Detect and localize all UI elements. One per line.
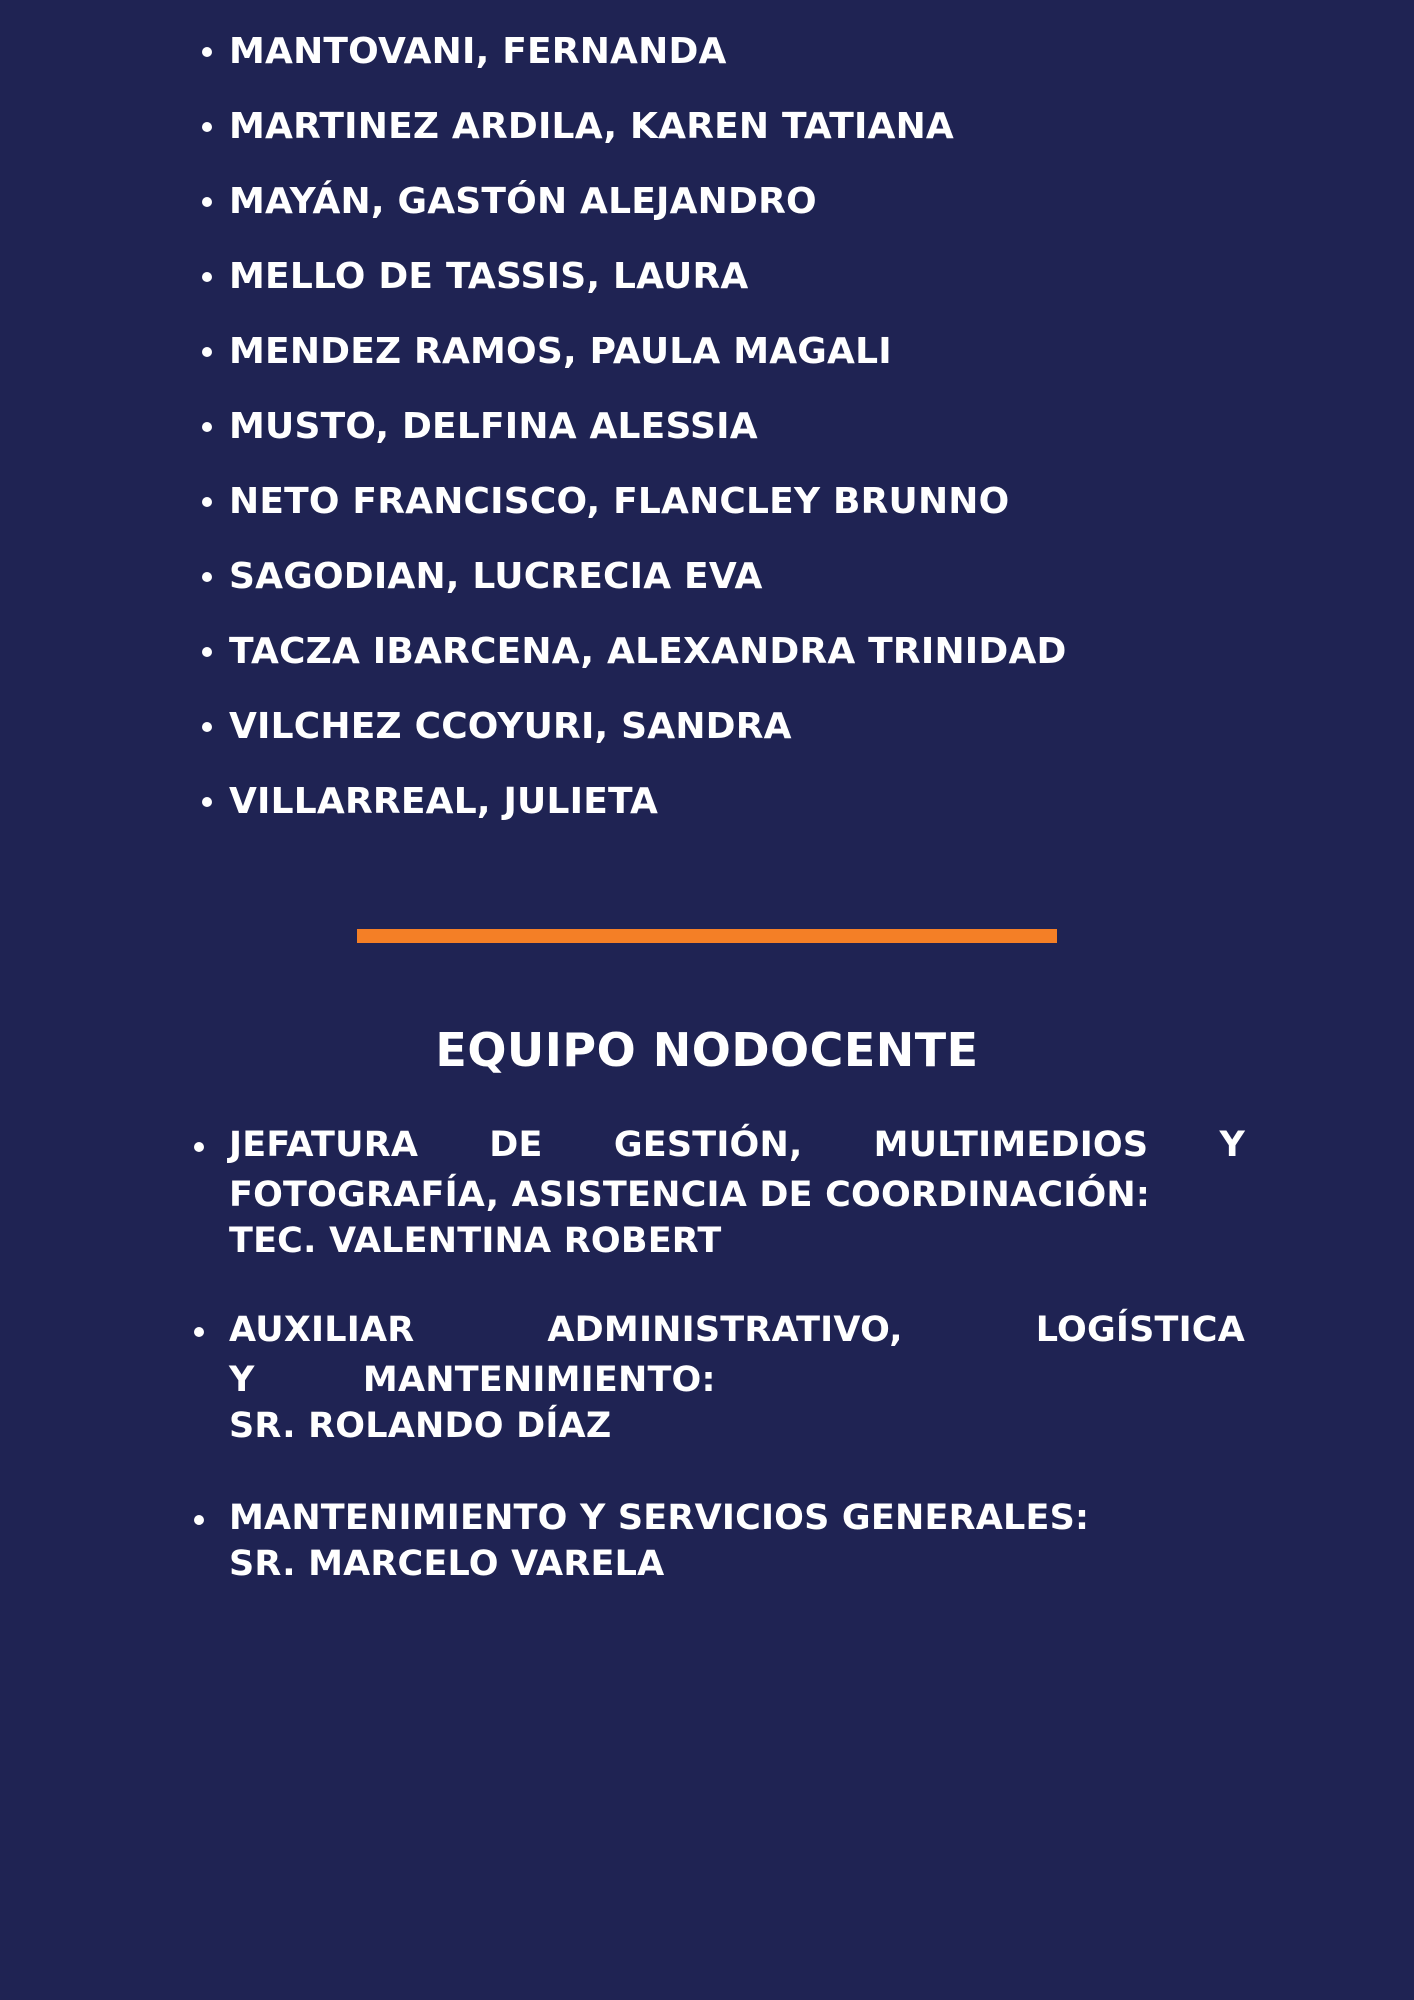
staff-entry <box>190 1120 1245 1262</box>
bullet-icon <box>202 722 212 732</box>
student-name: NETO FRANCISCO, FLANCLEY BRUNNO <box>229 481 1010 522</box>
section-divider <box>357 929 1057 943</box>
student-name: VILLARREAL, JULIETA <box>229 781 659 822</box>
list-item <box>190 397 1067 472</box>
staff-role: MANTENIMIENTO Y SERVICIOS GENERALES: <box>229 1498 1090 1538</box>
bullet-icon <box>202 347 212 357</box>
bullet-icon <box>202 572 212 582</box>
list-item <box>190 772 1067 847</box>
staff-entry <box>190 1305 1245 1447</box>
staff-list <box>190 1305 1245 1447</box>
student-name: MELLO DE TASSIS, LAURA <box>229 256 749 297</box>
student-name: TACZA IBARCENA, ALEXANDRA TRINIDAD <box>229 631 1067 672</box>
staff-role: JEFATURA DE GESTIÓN, MULTIMEDIOS Y FOTOGRAFÍA, ASISTENCIA DE COORDINACIÓN: <box>229 1125 1245 1215</box>
bullet-icon <box>194 1142 204 1152</box>
student-name: VILCHEZ CCOYURI, SANDRA <box>229 706 792 747</box>
bullet-icon <box>202 197 212 207</box>
student-name: MANTOVANI, FERNANDA <box>229 31 727 72</box>
bullet-icon <box>202 647 212 657</box>
list-item <box>190 472 1067 547</box>
staff-person: SR. ROLANDO DÍAZ <box>229 1406 612 1446</box>
staff-list <box>190 1120 1245 1262</box>
staff-person: TEC. VALENTINA ROBERT <box>229 1221 722 1261</box>
list-item <box>190 247 1067 322</box>
staff-role: AUXILIAR ADMINISTRATIVO, LOGÍSTICA Y MANTENIMIENTO: <box>229 1310 1245 1400</box>
student-name: MENDEZ RAMOS, PAULA MAGALI <box>229 331 892 372</box>
student-name: MUSTO, DELFINA ALESSIA <box>229 406 758 447</box>
list-item <box>190 322 1067 397</box>
staff-entry <box>190 1493 1245 1585</box>
student-names-list <box>190 22 1067 847</box>
bullet-icon <box>202 122 212 132</box>
bullet-icon <box>202 272 212 282</box>
bullet-icon <box>202 497 212 507</box>
bullet-icon <box>202 47 212 57</box>
staff-person: SR. MARCELO VARELA <box>229 1544 665 1584</box>
student-name: MARTINEZ ARDILA, KAREN TATIANA <box>229 106 954 147</box>
bullet-icon <box>202 422 212 432</box>
bullet-icon <box>194 1515 204 1525</box>
list-item <box>190 97 1067 172</box>
list-item <box>190 22 1067 97</box>
list-item <box>190 697 1067 772</box>
list-item <box>190 622 1067 697</box>
bullet-icon <box>202 797 212 807</box>
student-name: SAGODIAN, LUCRECIA EVA <box>229 556 763 597</box>
bullet-icon <box>194 1327 204 1337</box>
list-item <box>190 547 1067 622</box>
student-name: MAYÁN, GASTÓN ALEJANDRO <box>229 181 817 222</box>
staff-list <box>190 1493 1245 1585</box>
section-title: EQUIPO NODOCENTE <box>435 1023 979 1077</box>
list-item <box>190 172 1067 247</box>
